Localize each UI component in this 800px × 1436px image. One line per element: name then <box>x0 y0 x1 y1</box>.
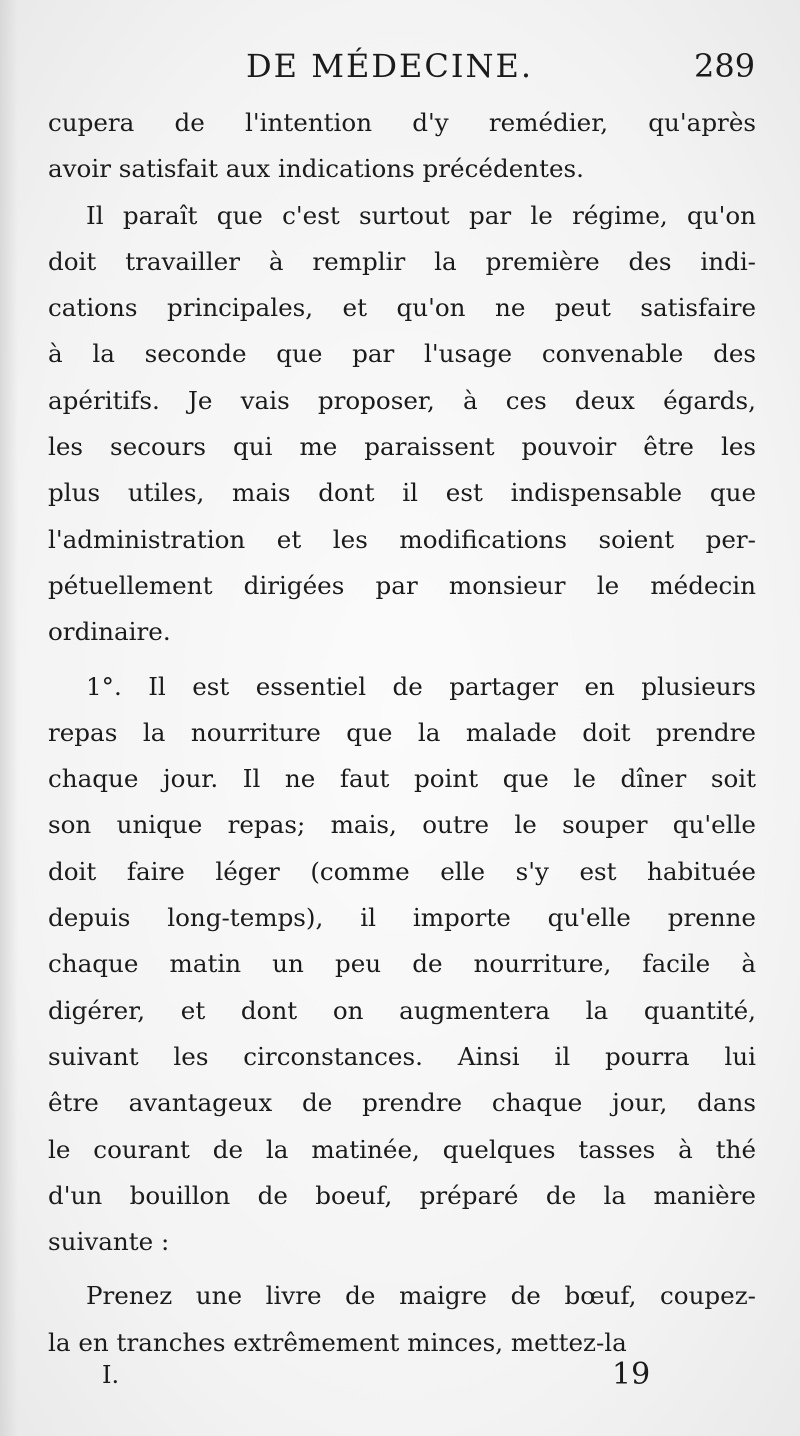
text-line: plus utiles, mais dont il est indispensable que <box>48 478 756 508</box>
paragraph <box>48 664 756 1266</box>
text-line: digérer, et dont on augmentera la quantité, <box>48 995 756 1025</box>
paragraph-gap <box>48 656 756 664</box>
sheet-number: 19 <box>612 1357 651 1392</box>
text-line: suivante : <box>48 1227 170 1257</box>
signature-mark: I. <box>102 1361 120 1389</box>
text-line: chaque jour. Il ne faut point que le dîner soit <box>48 764 756 794</box>
page-number: 289 <box>694 47 756 85</box>
text-line: à la seconde que par l'usage convenable des <box>48 339 756 369</box>
text-line: Prenez une livre de maigre de bœuf, coupez- <box>86 1281 756 1311</box>
paragraph <box>48 100 756 193</box>
text-line: le courant de la matinée, quelques tasses à thé <box>48 1134 756 1164</box>
text-line: d'un bouillon de boeuf, préparé de la manière <box>48 1180 756 1210</box>
text-line: être avantageux de prendre chaque jour, dans <box>48 1088 756 1118</box>
text-line: doit travailler à remplir la première des indi- <box>48 246 756 276</box>
page-gutter-shadow <box>0 0 18 1436</box>
running-title: DE MÉDECINE. <box>246 47 533 85</box>
text-line: la en tranches extrêmement minces, mettez-la <box>48 1327 627 1357</box>
page-header <box>0 44 800 92</box>
text-line: son unique repas; mais, outre le souper qu'elle <box>48 810 756 840</box>
text-line: pétuellement dirigées par monsieur le médecin <box>48 570 756 600</box>
paragraph-gap <box>48 1265 756 1273</box>
page-footer <box>0 1355 800 1405</box>
text-line: cupera de l'intention d'y remédier, qu'après <box>48 108 756 137</box>
text-line: les secours qui me paraissent pouvoir être les <box>48 432 756 462</box>
text-line: l'administration et les modifications soient per- <box>48 524 756 554</box>
text-line: doit faire léger (comme elle s'y est habituée <box>48 856 756 886</box>
text-line: avoir satisfait aux indications précédentes. <box>48 154 584 184</box>
text-line: chaque matin un peu de nourriture, facile à <box>48 949 756 979</box>
body-text <box>48 100 756 1366</box>
text-line: repas la nourriture que la malade doit prendre <box>48 717 756 747</box>
text-line: apéritifs. Je vais proposer, à ces deux égards, <box>48 385 756 415</box>
text-line: 1°. Il est essentiel de partager en plusieurs <box>86 671 756 701</box>
text-line: depuis long-temps), il importe qu'elle prenne <box>48 903 756 933</box>
paragraph <box>48 1273 756 1366</box>
text-line: suivant les circonstances. Ainsi il pourra lui <box>48 1041 756 1071</box>
text-line: cations principales, et qu'on ne peut satisfaire <box>48 293 756 323</box>
text-line: ordinaire. <box>48 617 171 647</box>
paragraph <box>48 193 756 656</box>
text-line: Il paraît que c'est surtout par le régime, qu'on <box>86 200 756 230</box>
